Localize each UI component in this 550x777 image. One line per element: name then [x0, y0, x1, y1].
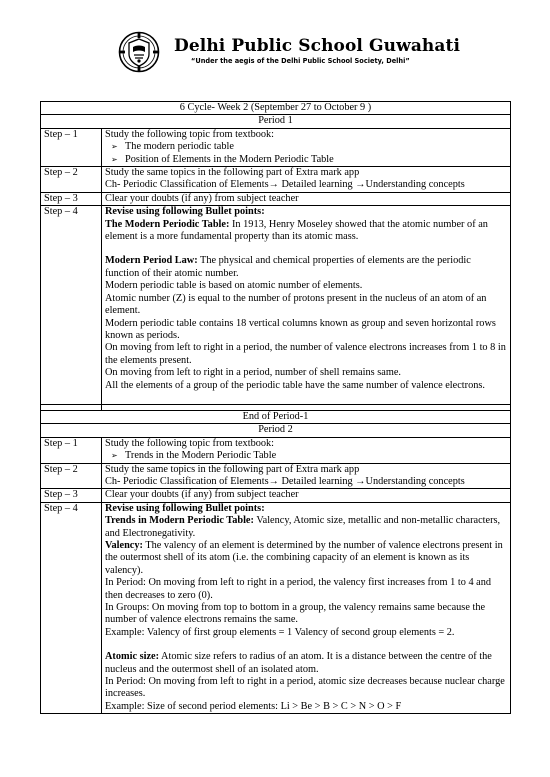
period-1-end-row	[41, 410, 511, 423]
term-label: Trends in Modern Periodic Table:	[105, 515, 254, 527]
step-label: Step – 3	[41, 192, 102, 205]
paragraph: Example: Valency of first group elements = 1 Valency of second group elements = 2.	[105, 626, 455, 638]
step-label: Step – 2	[41, 167, 102, 193]
step-label: Step – 4	[41, 206, 102, 405]
topic-list	[105, 450, 507, 462]
lesson-plan-table	[40, 101, 511, 714]
period-2-step-3-row	[41, 489, 511, 502]
topic-list	[105, 141, 507, 166]
step-label: Step – 2	[41, 463, 102, 489]
step-content	[102, 437, 511, 463]
paragraph: In Period: On moving from left to right in a period, the valency first increases from 1 to 4 and then decreases to zero (0).	[105, 577, 492, 601]
paragraph: Modern periodic table contains 18 vertical columns known as group and seven horizontal rows known as periods.	[105, 317, 496, 341]
revision-heading: Revise using following Bullet points:	[105, 206, 265, 218]
step-text: Clear your doubts (if any) from subject teacher	[102, 489, 511, 502]
step-text: Study the following topic from textbook:	[105, 437, 275, 449]
step-content	[102, 463, 511, 489]
period-1-title-row	[41, 115, 511, 128]
app-path-text: Ch- Periodic Classification of Elements→ Detailed learning →Understanding concepts	[105, 179, 465, 191]
paragraph	[105, 651, 507, 676]
paragraph-text: Valency, Atomic size, metallic and non-metallic characters, and Electronegativity.	[105, 515, 501, 539]
step-label: Step – 1	[41, 128, 102, 166]
period-2-step-2-row	[41, 463, 511, 489]
period-2-title: Period 2	[41, 424, 511, 437]
cycle-title: 6 Cycle- Week 2 (September 27 to October 9 )	[41, 102, 511, 115]
paragraph: On moving from left to right in a period, number of shell remains same.	[105, 367, 401, 379]
period-1-step-2-row	[41, 167, 511, 193]
step-text: Clear your doubts (if any) from subject teacher	[102, 192, 511, 205]
list-item: ➢ Position of Elements in the Modern Periodic Table	[111, 154, 507, 166]
step-text: Study the same topics in the following part of Extra mark app	[105, 463, 360, 475]
paragraph-text: The valency of an element is determined by the number of valence electrons present in the outermost shell of its atom (i.e. the combining capacity of an element is known as its valency).	[105, 540, 503, 576]
step-content	[102, 167, 511, 193]
paragraph: Atomic number (Z) is equal to the number of protons present in the nucleus of an atom of an element.	[105, 292, 487, 317]
period-1-step-1-row	[41, 128, 511, 166]
paragraph-text: The physical and chemical properties of elements are the periodic function of their atomic number.	[105, 255, 471, 279]
list-item: ➢ Trends in the Modern Periodic Table	[111, 450, 507, 462]
paragraph: In Period: On moving from left to right in a period, atomic size decreases because nuclear charge increases.	[105, 676, 505, 700]
paragraph-text: Atomic size refers to radius of an atom. It is a distance between the centre of the nucleus and the outermost shell of an isolated atom.	[105, 651, 492, 675]
step-content	[102, 206, 511, 405]
step-label: Step – 1	[41, 437, 102, 463]
list-item: ➢ The modern periodic table	[111, 141, 507, 153]
paragraph-text: In 1913, Henry Moseley showed that the atomic number of an element is a more fundamental property than its atomic mass.	[105, 218, 488, 243]
period-1-step-3-row	[41, 192, 511, 205]
period-2-step-4-row	[41, 502, 511, 714]
school-crest-icon	[118, 30, 160, 74]
period-2-step-1-row	[41, 437, 511, 463]
paragraph	[105, 515, 507, 540]
paragraph: In Groups: On moving from top to bottom in a group, the valency remains same because the number of valence electrons remains the same.	[105, 602, 486, 626]
paragraph	[105, 255, 507, 280]
paragraph	[105, 540, 507, 577]
paragraph: Modern periodic table is based on atomic number of elements.	[105, 280, 363, 292]
letterhead	[0, 0, 550, 92]
paragraph: All the elements of a group of the periodic table have the same number of valence electrons.	[105, 379, 485, 391]
app-path-text: Ch- Periodic Classification of Elements→ Detailed learning →Understanding concepts	[105, 475, 465, 487]
step-text: Study the same topics in the following part of Extra mark app	[105, 167, 360, 179]
paragraph: Example: Size of second period elements: Li > Be > B > C > N > O > F	[105, 700, 402, 712]
school-tagline: “Under the aegis of the Delhi Public School Society, Delhi”	[191, 57, 410, 65]
term-label: Atomic size:	[105, 651, 160, 663]
step-content	[102, 502, 511, 714]
period-1-step-4-row	[41, 206, 511, 405]
school-name: Delhi Public School Guwahati	[174, 36, 461, 56]
period-2-title-row	[41, 424, 511, 437]
step-content	[102, 128, 511, 166]
paragraph	[105, 219, 507, 244]
term-label: Modern Period Law:	[105, 255, 198, 267]
revision-heading: Revise using following Bullet points:	[105, 502, 265, 514]
term-label: Valency:	[105, 540, 143, 551]
step-label: Step – 4	[41, 502, 102, 714]
cycle-title-row	[41, 102, 511, 115]
term-label: The Modern Periodic Table:	[105, 218, 230, 230]
period-1-end: End of Period-1	[41, 410, 511, 423]
step-label: Step – 3	[41, 489, 102, 502]
paragraph: On moving from left to right in a period, the number of valence electrons increases from 1 to 8 in the elements present.	[105, 342, 506, 366]
period-1-title: Period 1	[41, 115, 511, 128]
step-text: Study the following topic from textbook:	[105, 128, 275, 140]
